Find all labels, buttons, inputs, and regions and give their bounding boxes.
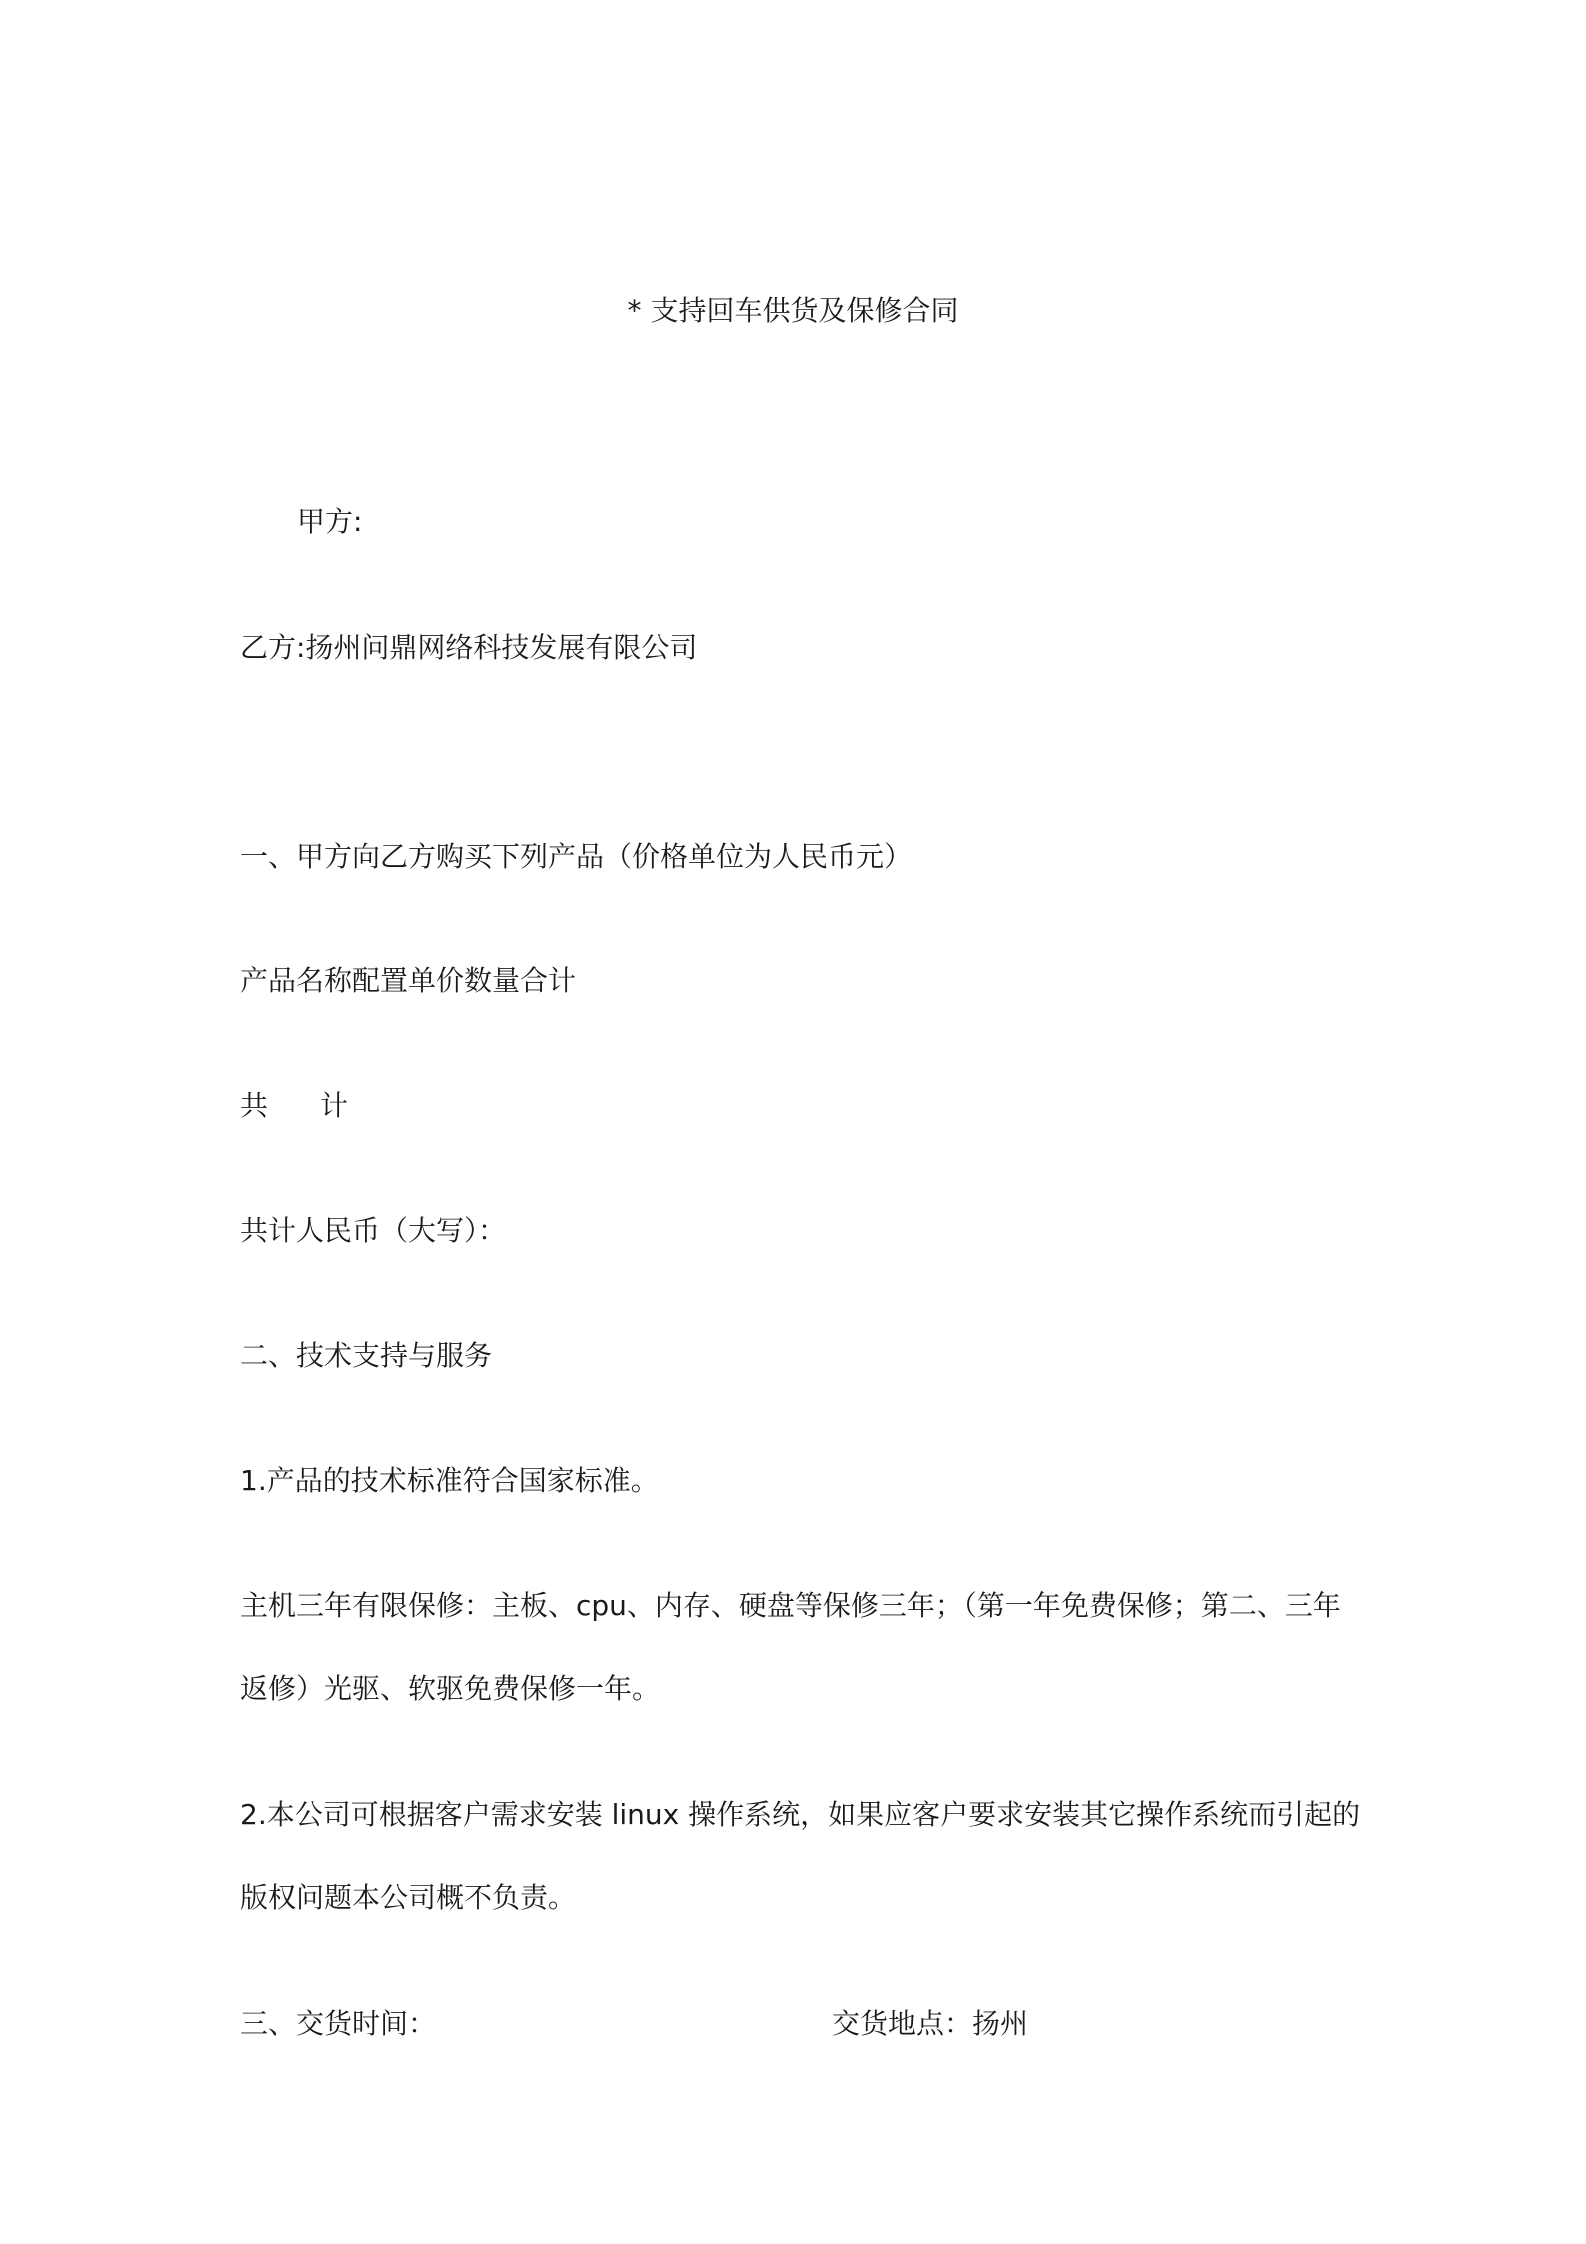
- item2-line2: 版权问题本公司概不负责。: [240, 1881, 577, 1914]
- item1-text: 1.产品的技术标准符合国家标准。: [240, 1464, 659, 1497]
- warranty-line1: 主机三年有限保修：主板、cpu、内存、硬盘等保修三年；（第一年免费保修；第二、三年: [240, 1589, 1341, 1622]
- section3-delivery-place: 交货地点：扬州: [832, 2007, 1029, 2040]
- total-left: 共: [240, 1089, 269, 1122]
- warranty-line2: 返修）光驱、软驱免费保修一年。: [240, 1672, 661, 1705]
- total-right: 计: [320, 1089, 349, 1122]
- section1-heading: 一、甲方向乙方购买下列产品（价格单位为人民币元）: [240, 840, 913, 873]
- total-label: [240, 1088, 348, 1124]
- total-rmb-label: 共计人民币（大写）：: [240, 1214, 507, 1247]
- product-table-header: 产品名称配置单价数量合计: [240, 964, 577, 997]
- document-title: * 支持回车供货及保修合同: [627, 294, 959, 327]
- party-a-label: 甲方:: [297, 505, 363, 538]
- section2-heading: 二、技术支持与服务: [240, 1339, 493, 1372]
- item2-line1: 2.本公司可根据客户需求安装 linux 操作系统，如果应客户要求安装其它操作系统而引起的: [240, 1798, 1361, 1831]
- section3-delivery-time: 三、交货时间：: [240, 2007, 437, 2040]
- party-b-label: 乙方:扬州问鼎网络科技发展有限公司: [240, 631, 698, 664]
